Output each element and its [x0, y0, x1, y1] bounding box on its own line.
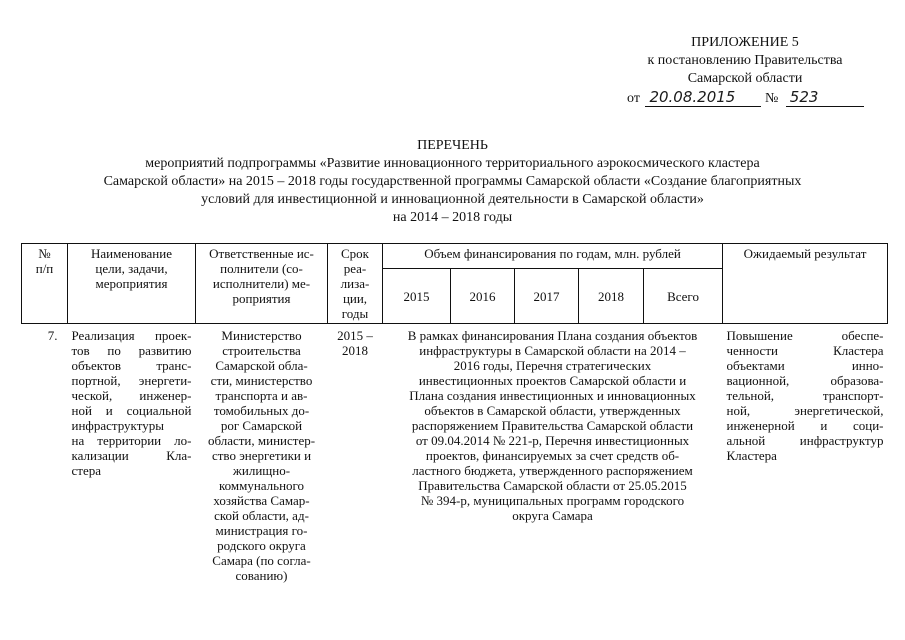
- header-total: Всего: [644, 269, 723, 324]
- cell-text: стера: [71, 463, 101, 478]
- cell-text: В рамках финансирования Плана создания объектов: [407, 328, 698, 343]
- cell-text: 2016 годы, Перечня стратегических: [453, 358, 652, 373]
- appendix-date-line: [627, 88, 864, 107]
- cell-text: ной, энергетической,: [726, 403, 884, 418]
- cell-text: сти, министерство: [210, 373, 313, 388]
- header-year-2018: 2018: [579, 269, 644, 324]
- cell-text: портной, энергети-: [71, 373, 192, 388]
- header-result: Ожидаемый результат: [723, 244, 888, 324]
- heading-line: мероприятий подпрограммы «Развитие инновационного территориального аэрокосмического кластера: [145, 156, 760, 171]
- cell-text: министрация го-: [215, 523, 308, 538]
- cell-text: ной и социальной: [71, 403, 192, 418]
- header-financing: Объем финансирования по годам, млн. рублей: [383, 244, 723, 269]
- header-text: Наименование: [91, 246, 172, 261]
- cell-text: округа Самара: [512, 508, 593, 523]
- heading-line: условий для инвестиционной и инновационной деятельности в Самарской области»: [201, 192, 704, 207]
- header-responsible: [196, 244, 328, 324]
- cell-text: хозяйства Самар-: [213, 493, 310, 508]
- cell-text: вационной, образова-: [726, 373, 884, 388]
- header-term: [328, 244, 383, 324]
- cell-text: альной инфраструктур: [726, 433, 884, 448]
- cell-text: объектами инно-: [726, 358, 884, 373]
- cell-text: жилищно-: [232, 463, 291, 478]
- cell-text: рог Самарской: [220, 418, 303, 433]
- cell-text: ченности Кластера: [726, 343, 884, 358]
- header-year-2017: 2017: [515, 269, 579, 324]
- header-text: лиза-: [340, 276, 370, 291]
- cell-text: тов по развитию: [71, 343, 192, 358]
- cell-text: проектов, финансируемых за счет средств об-: [425, 448, 680, 463]
- document-title: ПЕРЕЧЕНЬ: [417, 138, 488, 153]
- appendix-title: ПРИЛОЖЕНИЕ 5: [691, 35, 799, 50]
- header-text: Срок: [341, 246, 369, 261]
- cell-text: тельной, транспорт-: [726, 388, 884, 403]
- cell-text: сованию): [235, 568, 288, 583]
- handwritten-number: 523: [786, 88, 864, 107]
- row-term: [328, 324, 383, 584]
- cell-text: инженерной и соци-: [726, 418, 884, 433]
- cell-text: строительства: [222, 343, 301, 358]
- cell-text: Плана создания инвестиционных и инновационных: [409, 388, 696, 403]
- handwritten-date: 20.08.2015: [645, 88, 761, 107]
- row-financing: [383, 324, 723, 584]
- from-label: от: [627, 91, 640, 106]
- cell-text: кализации Кла-: [71, 448, 192, 463]
- appendix-line-1: к постановлению Правительства: [647, 53, 843, 68]
- cell-text: Кластера: [726, 448, 777, 463]
- cell-text: томобильных до-: [213, 403, 310, 418]
- cell-text: инфраструктуры в Самарской области на 2014 –: [419, 343, 686, 358]
- cell-text: Повышение обеспе-: [726, 328, 884, 343]
- header-text: реа-: [343, 261, 367, 276]
- header-text: исполнители) ме-: [212, 276, 311, 291]
- cell-text: Самара (по согла-: [212, 553, 311, 568]
- cell-text: родского округа: [217, 538, 306, 553]
- header-text: Ответственные ис-: [209, 246, 314, 261]
- number-label: №: [764, 91, 779, 106]
- cell-text: Реализация проек-: [71, 328, 192, 343]
- cell-text: объектов в Самарской области, утвержденных: [424, 403, 681, 418]
- cell-text: 2015 –: [337, 328, 373, 343]
- header-text: №: [38, 246, 51, 261]
- header-text: п/п: [35, 261, 54, 276]
- header-name: [68, 244, 196, 324]
- table-row: [22, 324, 888, 584]
- heading-line: на 2014 – 2018 годы: [392, 210, 513, 225]
- cell-text: инвестиционных проектов Самарской области и: [418, 373, 687, 388]
- cell-text: распоряжением Правительства Самарской области: [411, 418, 694, 433]
- cell-text: 2018: [342, 343, 368, 358]
- cell-text: инфраструктуры: [71, 418, 164, 433]
- row-name: [68, 324, 196, 584]
- header-num: [22, 244, 68, 324]
- header-text: годы: [341, 306, 369, 321]
- header-year-2015: 2015: [383, 269, 451, 324]
- cell-text: от 09.04.2014 № 221-р, Перечня инвестиционных: [415, 433, 690, 448]
- cell-text: транспорта и ав-: [215, 388, 308, 403]
- cell-text: № 394-р, муниципальных программ городского: [420, 493, 685, 508]
- appendix-header: [600, 34, 890, 88]
- row-number: 7.: [47, 328, 58, 343]
- appendix-line-2: Самарской области: [687, 71, 803, 86]
- header-text: мероприятия: [95, 276, 168, 291]
- cell-text: ческой, инженер-: [71, 388, 192, 403]
- row-result: [723, 324, 888, 584]
- cell-text: области, министер-: [207, 433, 316, 448]
- row-responsible: [196, 324, 328, 584]
- header-text: цели, задачи,: [95, 261, 168, 276]
- header-year-2016: 2016: [451, 269, 515, 324]
- cell-text: Самарской обла-: [215, 358, 308, 373]
- header-text: ции,: [342, 291, 368, 306]
- cell-text: ской области, ад-: [214, 508, 309, 523]
- header-text: полнители (со-: [220, 261, 303, 276]
- cell-text: объектов транс-: [71, 358, 192, 373]
- cell-text: на территории ло-: [71, 433, 192, 448]
- cell-text: ластного бюджета, утвержденного распоряжением: [412, 463, 693, 478]
- cell-text: коммунального: [218, 478, 305, 493]
- header-text: роприятия: [232, 291, 291, 306]
- cell-text: Министерство: [221, 328, 302, 343]
- activities-table: [21, 243, 888, 583]
- document-heading: [20, 137, 885, 227]
- cell-text: Правительства Самарской области от 25.05.2015: [418, 478, 687, 493]
- heading-line: Самарской области» на 2015 – 2018 годы государственной программы Самарской области «Создание благоприятных: [103, 174, 802, 189]
- cell-text: ство энергетики и: [211, 448, 312, 463]
